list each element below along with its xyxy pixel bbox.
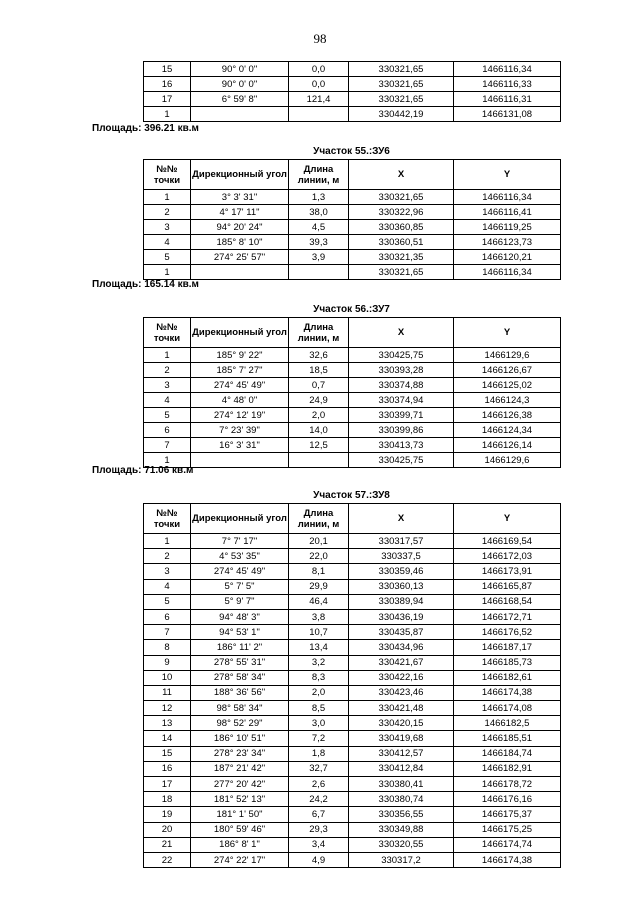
y-coordinate-cell: 1466185,73 bbox=[454, 655, 561, 670]
table-row bbox=[144, 77, 561, 92]
x-coordinate-cell: 330322,96 bbox=[349, 205, 454, 220]
y-coordinate-cell: 1466175,37 bbox=[454, 807, 561, 822]
length-cell: 1,8 bbox=[289, 746, 349, 761]
length-cell: 3,2 bbox=[289, 655, 349, 670]
table-row bbox=[144, 807, 561, 822]
x-coordinate-cell: 330360,51 bbox=[349, 235, 454, 250]
bearing-cell: 188° 36' 56" bbox=[191, 685, 289, 700]
point-number-cell: 1 bbox=[144, 348, 191, 363]
table-row bbox=[144, 250, 561, 265]
point-number-cell: 4 bbox=[144, 235, 191, 250]
point-number-cell: 3 bbox=[144, 564, 191, 579]
length-cell bbox=[289, 265, 349, 280]
bearing-cell: 186° 10' 51" bbox=[191, 731, 289, 746]
point-number-cell: 5 bbox=[144, 250, 191, 265]
table-row bbox=[144, 685, 561, 700]
x-coordinate-cell: 330420,15 bbox=[349, 716, 454, 731]
x-coordinate-cell: 330435,87 bbox=[349, 625, 454, 640]
bearing-cell: 94° 53' 1" bbox=[191, 625, 289, 640]
bearing-cell: 4° 48' 0" bbox=[191, 393, 289, 408]
x-coordinate-cell: 330412,84 bbox=[349, 761, 454, 776]
point-number-cell: 17 bbox=[144, 92, 191, 107]
point-number-header: №№ точки bbox=[144, 318, 191, 348]
x-coordinate-cell: 330434,96 bbox=[349, 640, 454, 655]
x-coordinate-cell: 330442,19 bbox=[349, 107, 454, 122]
x-coordinate-cell: 330321,65 bbox=[349, 77, 454, 92]
bearing-cell: 185° 8' 10" bbox=[191, 235, 289, 250]
length-cell: 32,7 bbox=[289, 761, 349, 776]
table-row bbox=[144, 701, 561, 716]
bearing-cell: 274° 12' 19" bbox=[191, 408, 289, 423]
table-row bbox=[144, 220, 561, 235]
bearing-cell: 274° 25' 57" bbox=[191, 250, 289, 265]
bearing-cell: 274° 22' 17" bbox=[191, 852, 289, 867]
bearing-cell: 274° 45' 49" bbox=[191, 564, 289, 579]
coordinates-table-zu7 bbox=[143, 317, 561, 468]
point-number-cell: 10 bbox=[144, 670, 191, 685]
table-row bbox=[144, 92, 561, 107]
point-number-cell: 4 bbox=[144, 579, 191, 594]
length-cell: 4,9 bbox=[289, 852, 349, 867]
point-number-cell: 14 bbox=[144, 731, 191, 746]
area-label: Площадь: 165.14 кв.м bbox=[92, 279, 199, 290]
point-number-cell: 7 bbox=[144, 625, 191, 640]
bearing-cell: 187° 21' 42" bbox=[191, 761, 289, 776]
point-number-cell: 8 bbox=[144, 640, 191, 655]
table-row bbox=[144, 408, 561, 423]
bearing-cell: 278° 23' 34" bbox=[191, 746, 289, 761]
y-coordinate-cell: 1466176,52 bbox=[454, 625, 561, 640]
bearing-cell: 90° 0' 0" bbox=[191, 77, 289, 92]
x-coordinate-cell: 330317,57 bbox=[349, 534, 454, 549]
point-number-cell: 3 bbox=[144, 220, 191, 235]
table-row bbox=[144, 579, 561, 594]
x-coordinate-cell: 330393,28 bbox=[349, 363, 454, 378]
y-coordinate-cell: 1466116,34 bbox=[454, 265, 561, 280]
x-coordinate-cell: 330399,71 bbox=[349, 408, 454, 423]
x-coordinate-cell: 330436,19 bbox=[349, 609, 454, 624]
x-coordinate-cell: 330423,46 bbox=[349, 685, 454, 700]
table-row bbox=[144, 792, 561, 807]
x-coordinate-cell: 330337,5 bbox=[349, 549, 454, 564]
y-coordinate-cell: 1466126,14 bbox=[454, 438, 561, 453]
point-number-cell: 18 bbox=[144, 792, 191, 807]
x-coordinate-cell: 330419,68 bbox=[349, 731, 454, 746]
y-coordinate-cell: 1466185,51 bbox=[454, 731, 561, 746]
length-cell: 0,0 bbox=[289, 77, 349, 92]
point-number-cell: 2 bbox=[144, 363, 191, 378]
point-number-cell: 17 bbox=[144, 777, 191, 792]
table-row bbox=[144, 655, 561, 670]
table-row bbox=[144, 640, 561, 655]
coordinates-table-zu8 bbox=[143, 503, 561, 868]
length-cell: 0,0 bbox=[289, 62, 349, 77]
bearing-cell: 181° 1' 50" bbox=[191, 807, 289, 822]
y-coordinate-cell: 1466116,33 bbox=[454, 77, 561, 92]
table-row bbox=[144, 393, 561, 408]
bearing-cell bbox=[191, 453, 289, 468]
bearing-cell: 274° 45' 49" bbox=[191, 378, 289, 393]
length-cell: 0,7 bbox=[289, 378, 349, 393]
y-coordinate-cell: 1466125,02 bbox=[454, 378, 561, 393]
x-coordinate-cell: 330380,41 bbox=[349, 777, 454, 792]
bearing-cell: 90° 0' 0" bbox=[191, 62, 289, 77]
bearing-cell: 186° 8' 1" bbox=[191, 837, 289, 852]
length-cell bbox=[289, 453, 349, 468]
length-cell: 2,0 bbox=[289, 685, 349, 700]
x-coordinate-cell: 330320,55 bbox=[349, 837, 454, 852]
x-header: X bbox=[349, 504, 454, 534]
area-label: Площадь: 396.21 кв.м bbox=[92, 123, 199, 134]
y-coordinate-cell: 1466116,34 bbox=[454, 62, 561, 77]
x-coordinate-cell: 330374,94 bbox=[349, 393, 454, 408]
point-number-cell: 9 bbox=[144, 655, 191, 670]
plot-title: Участок 57.:ЗУ8 bbox=[313, 490, 390, 501]
table-row bbox=[144, 716, 561, 731]
x-coordinate-cell: 330422,16 bbox=[349, 670, 454, 685]
bearing-cell bbox=[191, 107, 289, 122]
coordinates-table-continued bbox=[143, 61, 561, 122]
point-number-cell: 3 bbox=[144, 378, 191, 393]
bearing-cell: 16° 3' 31" bbox=[191, 438, 289, 453]
length-header: Длина линии, м bbox=[289, 318, 349, 348]
bearing-cell bbox=[191, 265, 289, 280]
x-coordinate-cell: 330389,94 bbox=[349, 594, 454, 609]
y-coordinate-cell: 1466120,21 bbox=[454, 250, 561, 265]
x-header: X bbox=[349, 318, 454, 348]
x-coordinate-cell: 330421,48 bbox=[349, 701, 454, 716]
bearing-cell: 94° 48' 3" bbox=[191, 609, 289, 624]
point-number-cell: 20 bbox=[144, 822, 191, 837]
length-cell: 12,5 bbox=[289, 438, 349, 453]
table-row bbox=[144, 363, 561, 378]
y-coordinate-cell: 1466182,5 bbox=[454, 716, 561, 731]
header-row bbox=[144, 160, 561, 190]
length-cell: 2,6 bbox=[289, 777, 349, 792]
length-cell: 121,4 bbox=[289, 92, 349, 107]
bearing-header: Дирекционный угол bbox=[191, 160, 289, 190]
bearing-cell: 4° 53' 35" bbox=[191, 549, 289, 564]
bearing-cell: 181° 52' 13" bbox=[191, 792, 289, 807]
point-number-cell: 16 bbox=[144, 77, 191, 92]
point-number-cell: 19 bbox=[144, 807, 191, 822]
header-row bbox=[144, 504, 561, 534]
length-cell: 46,4 bbox=[289, 594, 349, 609]
length-cell: 39,3 bbox=[289, 235, 349, 250]
length-cell: 3,4 bbox=[289, 837, 349, 852]
y-header: Y bbox=[454, 504, 561, 534]
y-coordinate-cell: 1466182,91 bbox=[454, 761, 561, 776]
point-number-cell: 2 bbox=[144, 205, 191, 220]
length-cell: 24,2 bbox=[289, 792, 349, 807]
length-cell: 29,3 bbox=[289, 822, 349, 837]
length-cell: 8,1 bbox=[289, 564, 349, 579]
header-row bbox=[144, 318, 561, 348]
length-header: Длина линии, м bbox=[289, 504, 349, 534]
y-coordinate-cell: 1466116,34 bbox=[454, 190, 561, 205]
y-coordinate-cell: 1466174,38 bbox=[454, 685, 561, 700]
bearing-cell: 98° 58' 34" bbox=[191, 701, 289, 716]
table-row bbox=[144, 625, 561, 640]
table-row bbox=[144, 453, 561, 468]
bearing-cell: 98° 52' 29" bbox=[191, 716, 289, 731]
bearing-cell: 278° 58' 34" bbox=[191, 670, 289, 685]
table-row bbox=[144, 265, 561, 280]
point-number-cell: 1 bbox=[144, 190, 191, 205]
table-row bbox=[144, 534, 561, 549]
y-coordinate-cell: 1466116,31 bbox=[454, 92, 561, 107]
length-cell: 4,5 bbox=[289, 220, 349, 235]
y-coordinate-cell: 1466174,74 bbox=[454, 837, 561, 852]
table-row bbox=[144, 822, 561, 837]
table-row bbox=[144, 438, 561, 453]
y-coordinate-cell: 1466126,67 bbox=[454, 363, 561, 378]
x-coordinate-cell: 330413,73 bbox=[349, 438, 454, 453]
length-cell: 13,4 bbox=[289, 640, 349, 655]
length-cell bbox=[289, 107, 349, 122]
y-coordinate-cell: 1466116,41 bbox=[454, 205, 561, 220]
table-row bbox=[144, 777, 561, 792]
table-row bbox=[144, 190, 561, 205]
table-row bbox=[144, 852, 561, 867]
y-coordinate-cell: 1466168,54 bbox=[454, 594, 561, 609]
table-row bbox=[144, 609, 561, 624]
table-row bbox=[144, 348, 561, 363]
length-cell: 2,0 bbox=[289, 408, 349, 423]
length-cell: 3,9 bbox=[289, 250, 349, 265]
table-row bbox=[144, 731, 561, 746]
length-cell: 10,7 bbox=[289, 625, 349, 640]
bearing-cell: 7° 23' 39" bbox=[191, 423, 289, 438]
y-coordinate-cell: 1466169,54 bbox=[454, 534, 561, 549]
y-coordinate-cell: 1466124,34 bbox=[454, 423, 561, 438]
y-coordinate-cell: 1466184,74 bbox=[454, 746, 561, 761]
point-number-cell: 1 bbox=[144, 265, 191, 280]
x-header: X bbox=[349, 160, 454, 190]
coordinates-table-zu6 bbox=[143, 159, 561, 280]
x-coordinate-cell: 330321,65 bbox=[349, 190, 454, 205]
length-cell: 8,3 bbox=[289, 670, 349, 685]
point-number-cell: 5 bbox=[144, 408, 191, 423]
bearing-cell: 6° 59' 8" bbox=[191, 92, 289, 107]
x-coordinate-cell: 330360,85 bbox=[349, 220, 454, 235]
table-row bbox=[144, 670, 561, 685]
plot-title: Участок 55.:ЗУ6 bbox=[313, 146, 390, 157]
bearing-cell: 186° 11' 2" bbox=[191, 640, 289, 655]
y-coordinate-cell: 1466126,38 bbox=[454, 408, 561, 423]
length-cell: 3,8 bbox=[289, 609, 349, 624]
point-number-cell: 1 bbox=[144, 453, 191, 468]
y-coordinate-cell: 1466129,6 bbox=[454, 453, 561, 468]
y-coordinate-cell: 1466131,08 bbox=[454, 107, 561, 122]
y-coordinate-cell: 1466123,73 bbox=[454, 235, 561, 250]
table-row bbox=[144, 837, 561, 852]
x-coordinate-cell: 330360,13 bbox=[349, 579, 454, 594]
y-coordinate-cell: 1466119,25 bbox=[454, 220, 561, 235]
plot-title: Участок 56.:ЗУ7 bbox=[313, 304, 390, 315]
table-row bbox=[144, 746, 561, 761]
point-number-cell: 1 bbox=[144, 534, 191, 549]
point-number-header: №№ точки bbox=[144, 160, 191, 190]
point-number-cell: 11 bbox=[144, 685, 191, 700]
x-coordinate-cell: 330317,2 bbox=[349, 852, 454, 867]
bearing-cell: 277° 20' 42" bbox=[191, 777, 289, 792]
length-cell: 24,9 bbox=[289, 393, 349, 408]
x-coordinate-cell: 330412,57 bbox=[349, 746, 454, 761]
point-number-cell: 13 bbox=[144, 716, 191, 731]
length-cell: 18,5 bbox=[289, 363, 349, 378]
y-coordinate-cell: 1466174,38 bbox=[454, 852, 561, 867]
bearing-cell: 4° 17' 11" bbox=[191, 205, 289, 220]
y-coordinate-cell: 1466178,72 bbox=[454, 777, 561, 792]
x-coordinate-cell: 330425,75 bbox=[349, 348, 454, 363]
length-cell: 1,3 bbox=[289, 190, 349, 205]
length-cell: 20,1 bbox=[289, 534, 349, 549]
point-number-cell: 1 bbox=[144, 107, 191, 122]
length-cell: 8,5 bbox=[289, 701, 349, 716]
bearing-header: Дирекционный угол bbox=[191, 318, 289, 348]
table-row bbox=[144, 378, 561, 393]
y-coordinate-cell: 1466175,25 bbox=[454, 822, 561, 837]
y-coordinate-cell: 1466182,61 bbox=[454, 670, 561, 685]
y-coordinate-cell: 1466172,03 bbox=[454, 549, 561, 564]
length-cell: 14,0 bbox=[289, 423, 349, 438]
x-coordinate-cell: 330321,35 bbox=[349, 250, 454, 265]
bearing-cell: 3° 3' 31" bbox=[191, 190, 289, 205]
point-number-cell: 16 bbox=[144, 761, 191, 776]
bearing-cell: 278° 55' 31" bbox=[191, 655, 289, 670]
table-row bbox=[144, 235, 561, 250]
point-number-cell: 21 bbox=[144, 837, 191, 852]
point-number-cell: 2 bbox=[144, 549, 191, 564]
y-coordinate-cell: 1466129,6 bbox=[454, 348, 561, 363]
area-label: Площадь: 71.06 кв.м bbox=[92, 465, 194, 476]
y-coordinate-cell: 1466174,08 bbox=[454, 701, 561, 716]
point-number-cell: 7 bbox=[144, 438, 191, 453]
bearing-cell: 5° 9' 7" bbox=[191, 594, 289, 609]
point-number-cell: 12 bbox=[144, 701, 191, 716]
point-number-cell: 4 bbox=[144, 393, 191, 408]
y-header: Y bbox=[454, 318, 561, 348]
bearing-cell: 7° 7' 17" bbox=[191, 534, 289, 549]
x-coordinate-cell: 330380,74 bbox=[349, 792, 454, 807]
point-number-cell: 15 bbox=[144, 746, 191, 761]
table-row bbox=[144, 62, 561, 77]
x-coordinate-cell: 330425,75 bbox=[349, 453, 454, 468]
x-coordinate-cell: 330349,88 bbox=[349, 822, 454, 837]
table-row bbox=[144, 107, 561, 122]
point-number-header: №№ точки bbox=[144, 504, 191, 534]
x-coordinate-cell: 330421,67 bbox=[349, 655, 454, 670]
table-row bbox=[144, 549, 561, 564]
x-coordinate-cell: 330356,55 bbox=[349, 807, 454, 822]
x-coordinate-cell: 330374,88 bbox=[349, 378, 454, 393]
y-coordinate-cell: 1466187,17 bbox=[454, 640, 561, 655]
page-number: 98 bbox=[313, 31, 327, 46]
bearing-cell: 180° 59' 46" bbox=[191, 822, 289, 837]
y-coordinate-cell: 1466124,3 bbox=[454, 393, 561, 408]
bearing-header: Дирекционный угол bbox=[191, 504, 289, 534]
length-cell: 29,9 bbox=[289, 579, 349, 594]
y-coordinate-cell: 1466165,87 bbox=[454, 579, 561, 594]
length-header: Длина линии, м bbox=[289, 160, 349, 190]
table-row bbox=[144, 594, 561, 609]
x-coordinate-cell: 330321,65 bbox=[349, 265, 454, 280]
table-row bbox=[144, 205, 561, 220]
y-coordinate-cell: 1466176,16 bbox=[454, 792, 561, 807]
point-number-cell: 5 bbox=[144, 594, 191, 609]
length-cell: 6,7 bbox=[289, 807, 349, 822]
length-cell: 3,0 bbox=[289, 716, 349, 731]
length-cell: 7,2 bbox=[289, 731, 349, 746]
length-cell: 32,6 bbox=[289, 348, 349, 363]
y-coordinate-cell: 1466173,91 bbox=[454, 564, 561, 579]
y-header: Y bbox=[454, 160, 561, 190]
table-row bbox=[144, 423, 561, 438]
x-coordinate-cell: 330321,65 bbox=[349, 92, 454, 107]
table-row bbox=[144, 761, 561, 776]
length-cell: 22,0 bbox=[289, 549, 349, 564]
bearing-cell: 185° 9' 22" bbox=[191, 348, 289, 363]
point-number-cell: 6 bbox=[144, 423, 191, 438]
bearing-cell: 5° 7' 5" bbox=[191, 579, 289, 594]
bearing-cell: 94° 20' 24" bbox=[191, 220, 289, 235]
length-cell: 38,0 bbox=[289, 205, 349, 220]
table-row bbox=[144, 564, 561, 579]
bearing-cell: 185° 7' 27" bbox=[191, 363, 289, 378]
x-coordinate-cell: 330359,46 bbox=[349, 564, 454, 579]
x-coordinate-cell: 330321,65 bbox=[349, 62, 454, 77]
point-number-cell: 15 bbox=[144, 62, 191, 77]
x-coordinate-cell: 330399,86 bbox=[349, 423, 454, 438]
y-coordinate-cell: 1466172,71 bbox=[454, 609, 561, 624]
point-number-cell: 6 bbox=[144, 609, 191, 624]
point-number-cell: 22 bbox=[144, 852, 191, 867]
